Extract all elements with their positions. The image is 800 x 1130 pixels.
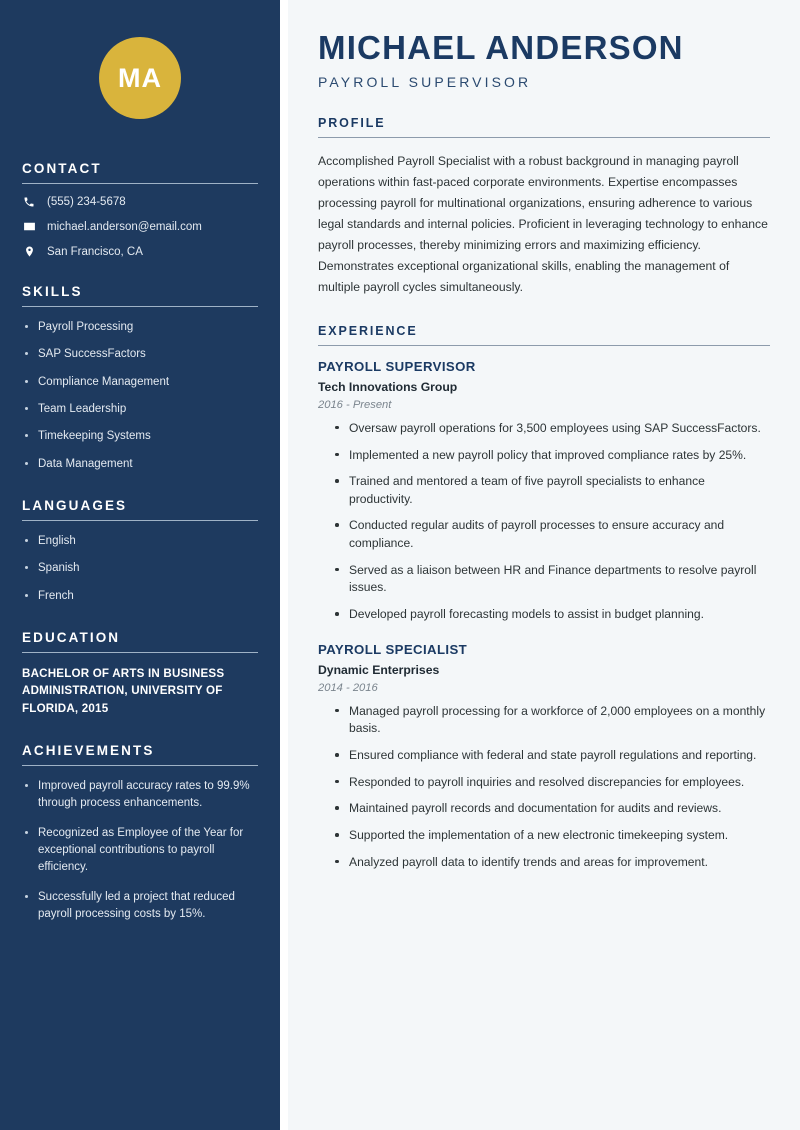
list-item: French xyxy=(22,588,258,604)
job-dates: 2014 - 2016 xyxy=(318,681,378,694)
languages-section xyxy=(22,498,258,604)
list-item: Conducted regular audits of payroll processes to ensure accuracy and compliance. xyxy=(332,517,770,552)
contact-heading: CONTACT xyxy=(22,161,102,176)
contact-phone[interactable] xyxy=(22,196,258,208)
job-title: PAYROLL SUPERVISOR xyxy=(318,358,476,374)
languages-heading: LANGUAGES xyxy=(22,497,128,513)
skills-list xyxy=(22,319,258,472)
skills-section xyxy=(22,284,258,472)
contact-email-value: michael.anderson@email.com xyxy=(47,220,202,233)
sidebar xyxy=(0,0,280,1130)
education-entry: BACHELOR OF ARTS IN BUSINESS ADMINISTRATION, UNIVERSITY OF FLORIDA, 2015 xyxy=(22,666,225,715)
contact-section xyxy=(22,161,258,258)
main-column xyxy=(288,0,800,1130)
skills-divider xyxy=(22,306,258,307)
list-item: Oversaw payroll operations for 3,500 employees using SAP SuccessFactors. xyxy=(332,420,770,438)
avatar: MA xyxy=(99,37,181,119)
column-gap xyxy=(280,0,288,1130)
job-company: Tech Innovations Group xyxy=(318,379,458,394)
list-item: Team Leadership xyxy=(22,401,258,417)
experience-entry xyxy=(318,642,770,872)
contact-location-value: San Francisco, CA xyxy=(47,245,143,258)
education-section xyxy=(22,630,258,717)
languages-list xyxy=(22,533,258,604)
list-item: Improved payroll accuracy rates to 99.9% through process enhancements. xyxy=(22,778,258,811)
list-item: Analyzed payroll data to identify trends and areas for improvement. xyxy=(332,854,770,872)
list-item: Maintained payroll records and documentation for audits and reviews. xyxy=(332,800,770,818)
list-item: Successfully led a project that reduced payroll processing costs by 15%. xyxy=(22,889,258,922)
location-pin-icon xyxy=(22,245,36,258)
list-item: Spanish xyxy=(22,560,258,576)
job-bullets xyxy=(318,703,770,872)
list-item: Payroll Processing xyxy=(22,319,258,335)
list-item: Responded to payroll inquiries and resolved discrepancies for employees. xyxy=(332,774,770,792)
list-item: Ensured compliance with federal and state payroll regulations and reporting. xyxy=(332,747,770,765)
job-company: Dynamic Enterprises xyxy=(318,662,440,677)
achievements-list xyxy=(22,778,258,923)
email-icon xyxy=(22,220,36,233)
experience-heading: EXPERIENCE xyxy=(318,323,418,338)
list-item: SAP SuccessFactors xyxy=(22,346,258,362)
skills-heading: SKILLS xyxy=(22,284,83,299)
list-item: Supported the implementation of a new electronic timekeeping system. xyxy=(332,827,770,845)
profile-section xyxy=(318,116,770,298)
contact-divider xyxy=(22,183,258,184)
list-item: Developed payroll forecasting models to assist in budget planning. xyxy=(332,606,770,624)
contact-email[interactable] xyxy=(22,220,258,233)
experience-divider xyxy=(318,345,770,346)
experience-entry xyxy=(318,359,770,624)
profile-heading: PROFILE xyxy=(318,115,386,130)
profile-divider xyxy=(318,137,770,138)
contact-phone-value: (555) 234-5678 xyxy=(47,196,126,208)
list-item: Served as a liaison between HR and Finance departments to resolve payroll issues. xyxy=(332,562,770,597)
achievements-section xyxy=(22,743,258,923)
achievements-heading: ACHIEVEMENTS xyxy=(22,743,155,759)
professional-title: PAYROLL SUPERVISOR xyxy=(318,73,532,90)
job-bullets xyxy=(318,420,770,624)
page-title: MICHAEL ANDERSON xyxy=(318,29,684,66)
education-heading: EDUCATION xyxy=(22,629,121,645)
job-dates: 2016 - Present xyxy=(318,398,392,411)
phone-icon xyxy=(22,196,36,208)
job-title: PAYROLL SPECIALIST xyxy=(318,641,468,657)
list-item: English xyxy=(22,533,258,549)
list-item: Managed payroll processing for a workforce of 2,000 employees on a monthly basis. xyxy=(332,703,770,738)
list-item: Implemented a new payroll policy that improved compliance rates by 25%. xyxy=(332,447,770,465)
list-item: Trained and mentored a team of five payroll specialists to enhance productivity. xyxy=(332,473,770,508)
list-item: Recognized as Employee of the Year for exceptional contributions to payroll efficiency. xyxy=(22,825,258,875)
experience-section xyxy=(318,324,770,872)
list-item: Data Management xyxy=(22,456,258,472)
education-divider xyxy=(22,652,258,653)
languages-divider xyxy=(22,520,258,521)
profile-text: Accomplished Payroll Specialist with a robust background in managing payroll operations within fast-paced corporate environments. Expertise encompasses processing payroll for multinational organizations, ensuring adherence to various legal standards and internal policies. Proficient in leveraging technology to enhance payroll processes, thereby minimizing errors and maximizing efficiency. Demonstrates exceptional organizational skills, enabling the management of multiple payroll cycles simultaneously. xyxy=(318,153,768,294)
list-item: Compliance Management xyxy=(22,374,258,390)
contact-location[interactable] xyxy=(22,245,258,258)
list-item: Timekeeping Systems xyxy=(22,428,258,444)
avatar-container xyxy=(22,0,258,161)
achievements-divider xyxy=(22,765,258,766)
